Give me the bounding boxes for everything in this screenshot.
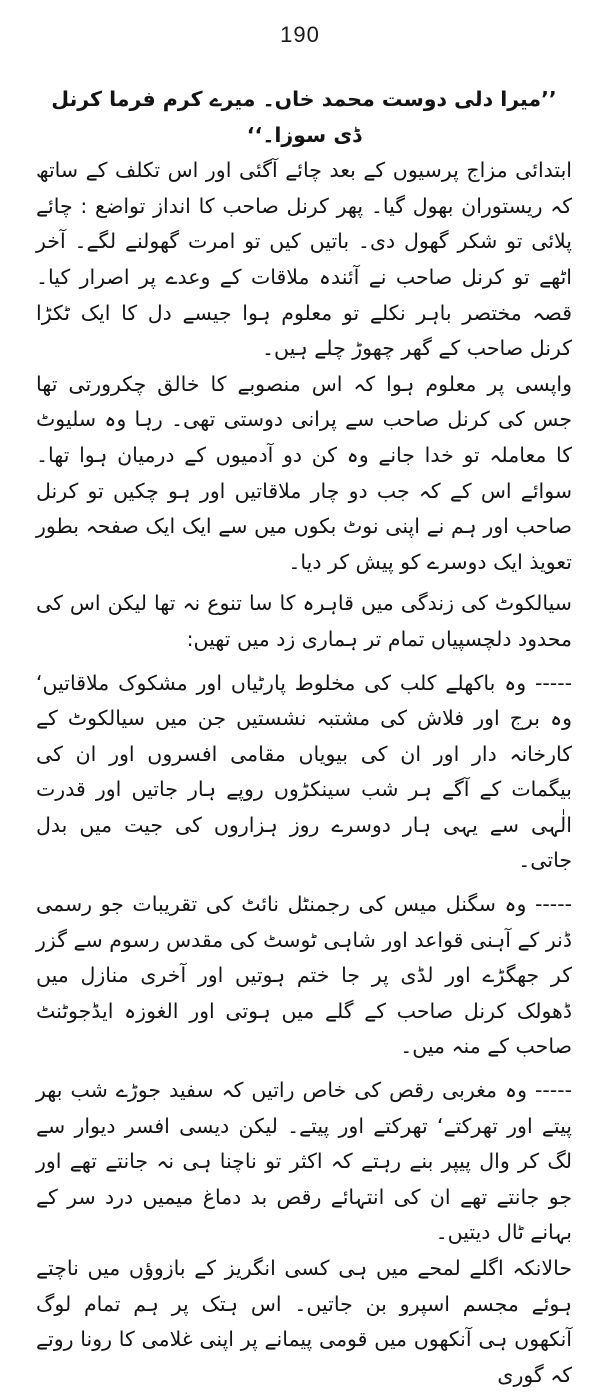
list-item-club-parties: ----- وہ باکھلے کلب کی مخلوط پارٹیاں اور مشکوک ملاقاتیں‘ وہ برج اور فلاش کی مشتبہ نشستیں جن میں سیالکوٹ کے کارخانہ دار اور ان کی بیویاں مقامی افسروں اور ان کی بیگمات کے آگے ہر شب سینکڑوں روپے ہار جاتیں اور قدرت الٰہی سے یہی ہار دوسرے روز ہزاروں کی جیت میں بدل جاتی۔	[36, 670, 572, 873]
opening-quote: ’’میرا دلی دوست محمد خاں۔ میرے کرم فرما کرنل ڈی سوزا۔‘‘	[51, 87, 557, 147]
page-body	[36, 82, 572, 1393]
paragraph-continuation: حالانکہ اگلے لمحے میں ہی کسی انگریز کے بازوؤں میں ناچتے ہوئے مجسم اسپرو بن جاتیں۔ اس ہتک پر ہم تمام لوگ آنکھوں ہی آنکھوں میں قومی پیمانے پر اپنی غلامی کا رونا روتے کہ گوری	[36, 1256, 572, 1387]
list-item-western-dance: ----- وہ مغربی رقص کی خاص راتیں کہ سفید جوڑے شب بھر پیتے اور تھرکتے‘ تھرکتے اور پیتے۔ لیکن دیسی افسر دیوار سے لگ کر وال پیپر بنے رہتے کہ اکثر تو ناچنا ہی نہ جانتے تھے اور جو جانتے تھے ان کی انتہائے رقص بد دماغ میمیں درد سر کے بہانے ٹال دیتیں۔	[36, 1078, 572, 1245]
paragraph-sialkot-life: سیالکوٹ کی زندگی میں قاہرہ کا سا تنوع نہ تھا لیکن اس کی محدود دلچسپیاں تمام تر ہماری زد میں تھیں:	[36, 591, 572, 651]
paragraph-tea-meeting: ابتدائی مزاج پرسیوں کے بعد چائے آگئی اور اس تکلف کے ساتھ کہ ریستوران بھول گیا۔ پھر کرنل صاحب کا انداز تواضع : چائے پلائی تو شکر گھول دی۔ باتیں کیں تو امرت گھولنے لگے۔ آخر اٹھے تو کرنل صاحب نے آئندہ ملاقات کے وعدے پر اصرار کیا۔ قصہ مختصر باہر نکلے تو معلوم ہوا جیسے دل کا ایک ٹکڑا کرنل صاحب کے گھر چھوڑ چلے ہیں۔	[36, 158, 572, 361]
paragraph-return-journey: واپسی پر معلوم ہوا کہ اس منصوبے کا خالق چکرورتی تھا جس کی کرنل صاحب سے پرانی دوستی تھی۔ رہا وہ سلیوٹ کا معاملہ تو خدا جانے وہ کن دو آدمیوں کے درمیان ہوا تھا۔ سوائے اس کے کہ جب دو چار ملاقاتیں اور ہو چکیں تو کرنل صاحب اور ہم نے اپنی نوٹ بکوں میں سے ایک ایک صفحہ بطور تعویذ ایک دوسرے کو پیش کر دیا۔	[36, 371, 572, 574]
page-number: 190	[280, 22, 320, 47]
list-item-signal-mess: ----- وہ سگنل میس کی رجمنٹل نائٹ کی تقریبات جو رسمی ڈنر کے آہنی قواعد اور شاہی ٹوسٹ کی مقدس رسوم سے گزر کر جھگڑے اور لڈی پر جا ختم ہوتیں اور آخری منازل میں ڈھولک کرنل صاحب کے گلے میں ہوتی اور الغوزہ ایڈجوٹنٹ صاحب کے منہ میں۔	[36, 892, 572, 1059]
